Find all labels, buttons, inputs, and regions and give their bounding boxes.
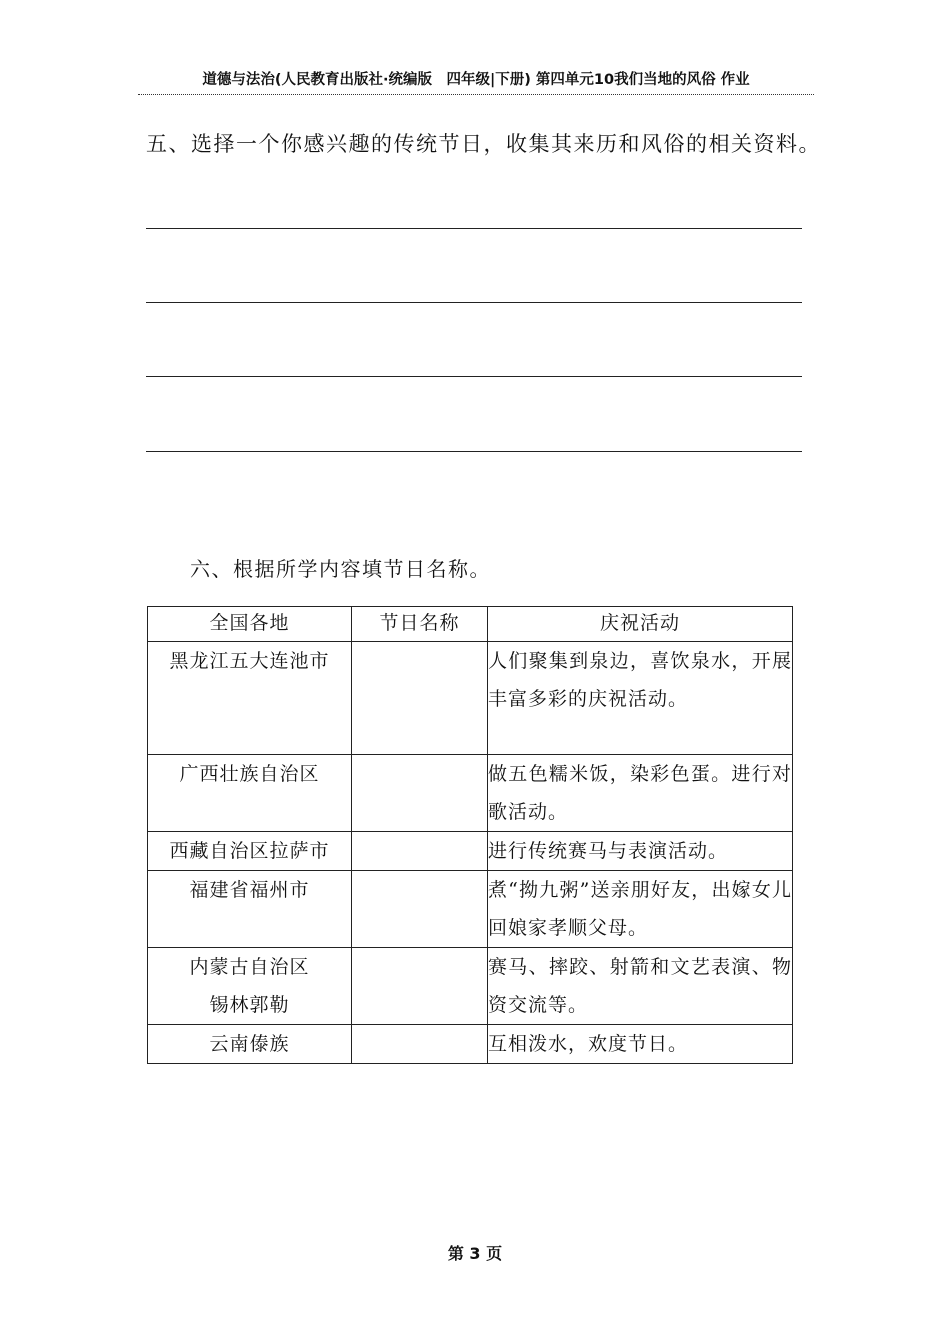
- activity-cell: 赛马、摔跤、射箭和文艺表演、物资交流等。: [488, 948, 793, 1025]
- activity-cell: 做五色糯米饭，染彩色蛋。进行对歌活动。: [488, 755, 793, 832]
- region-cell: 云南傣族: [148, 1025, 352, 1064]
- region-cell: 内蒙古自治区 锡林郭勒: [148, 948, 352, 1025]
- table-row: [148, 1025, 793, 1064]
- festival-name-blank[interactable]: [352, 832, 488, 871]
- header-festival-name: 节日名称: [352, 607, 488, 642]
- table-row: [148, 871, 793, 948]
- activity-cell: 互相泼水，欢度节日。: [488, 1025, 793, 1064]
- question-5-prompt: 五、选择一个你感兴趣的传统节日，收集其来历和风俗的相关资料。: [146, 132, 821, 156]
- region-cell: 西藏自治区拉萨市: [148, 832, 352, 871]
- table-row: [148, 755, 793, 832]
- festival-name-blank[interactable]: [352, 755, 488, 832]
- festival-name-blank[interactable]: [352, 871, 488, 948]
- region-cell: 广西壮族自治区: [148, 755, 352, 832]
- activity-cell: 煮“拗九粥”送亲朋好友，出嫁女儿回娘家孝顺父母。: [488, 871, 793, 948]
- table-header-row: [148, 607, 793, 642]
- answer-line-1[interactable]: [146, 228, 802, 229]
- answer-line-4[interactable]: [146, 451, 802, 452]
- table-row: [148, 832, 793, 871]
- festival-name-blank[interactable]: [352, 642, 488, 755]
- region-cell: 福建省福州市: [148, 871, 352, 948]
- header-region: 全国各地: [148, 607, 352, 642]
- page-number: 第 3 页: [447, 1244, 503, 1263]
- region-cell: 黑龙江五大连池市: [148, 642, 352, 755]
- question-6-prompt: 六、根据所学内容填节日名称。: [190, 557, 491, 581]
- festival-name-blank[interactable]: [352, 1025, 488, 1064]
- page-header: 道德与法治(人民教育出版社·统编版 四年级|下册) 第四单元10我们当地的风俗 作业: [138, 70, 814, 95]
- activity-cell: 人们聚集到泉边，喜饮泉水，开展丰富多彩的庆祝活动。: [488, 642, 793, 755]
- answer-line-3[interactable]: [146, 376, 802, 377]
- header-activities: 庆祝活动: [488, 607, 793, 642]
- activity-cell: 进行传统赛马与表演活动。: [488, 832, 793, 871]
- table-row: [148, 642, 793, 755]
- festival-name-blank[interactable]: [352, 948, 488, 1025]
- festival-table: [147, 606, 793, 1064]
- answer-line-2[interactable]: [146, 302, 802, 303]
- table-row: [148, 948, 793, 1025]
